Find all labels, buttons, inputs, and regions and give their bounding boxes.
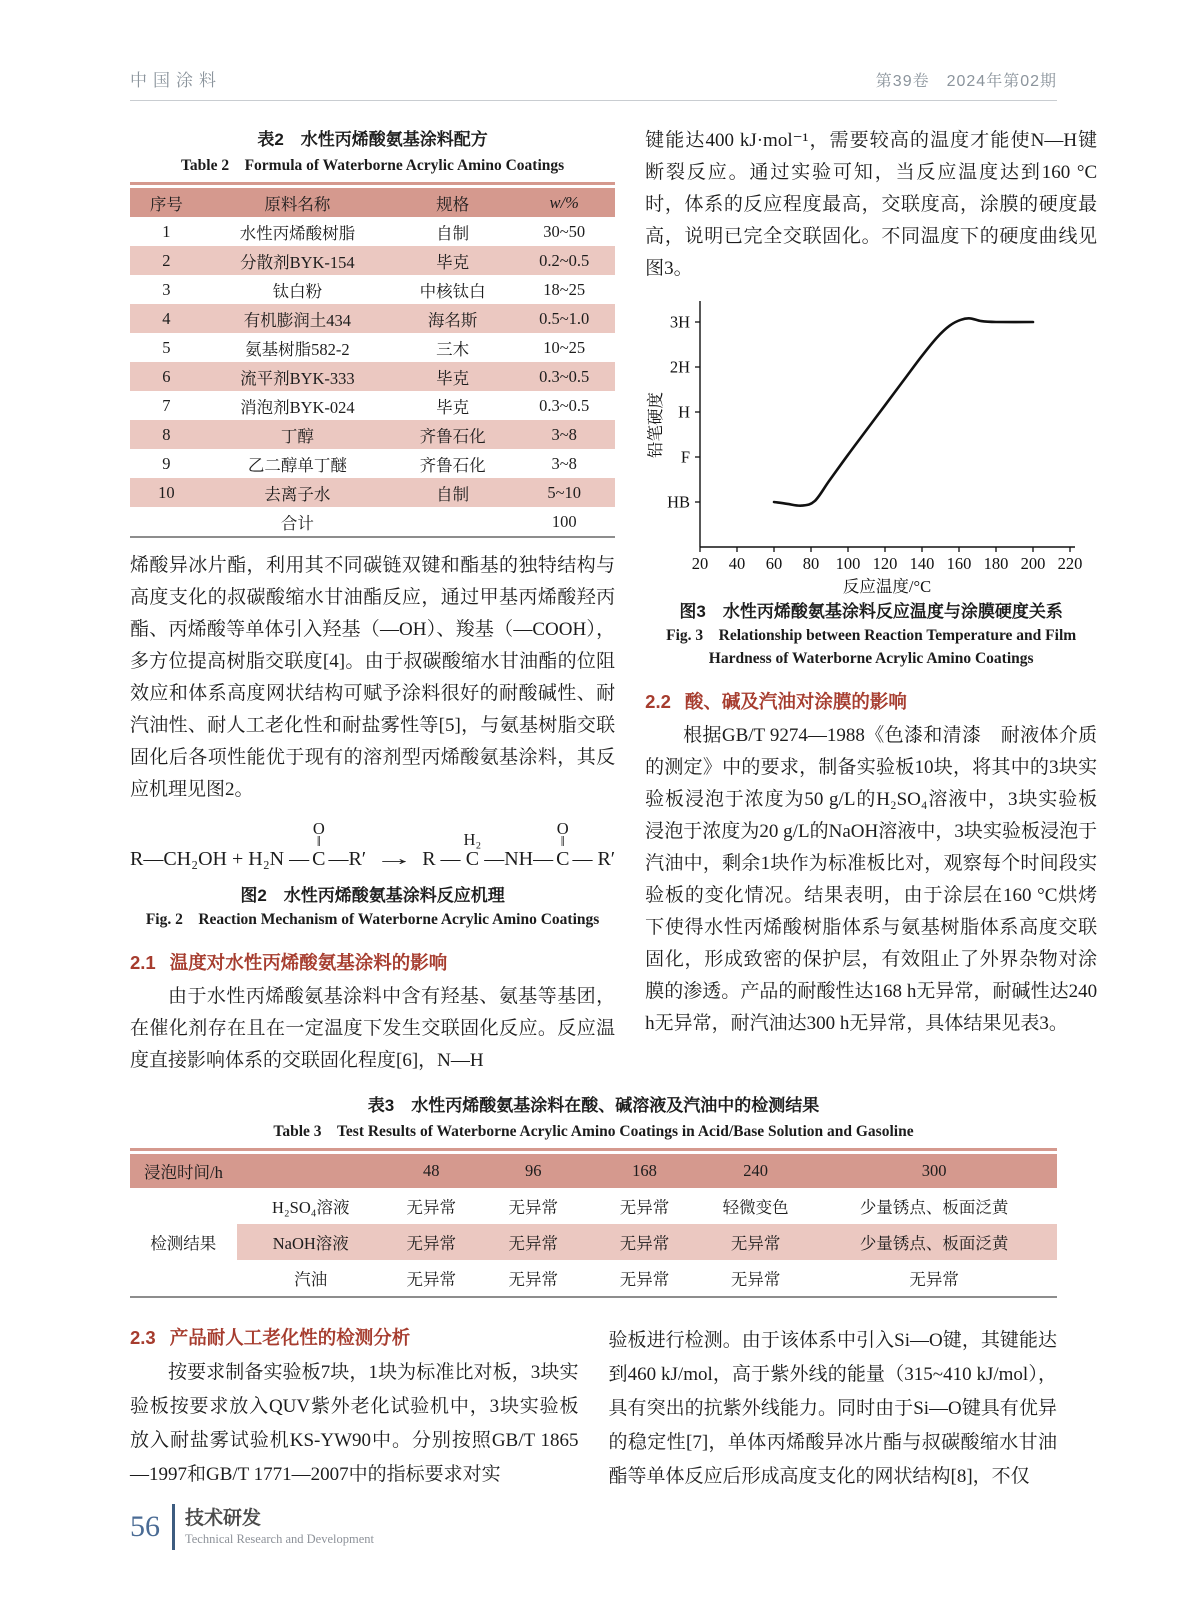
chart-y-ticks [667, 313, 700, 512]
table-cell: 1 [162, 221, 171, 241]
chem-atom: C [312, 848, 326, 870]
table-cell: 毕克 [436, 397, 470, 417]
table-cell: 30~50 [543, 221, 586, 241]
table-row [130, 1224, 1057, 1260]
x-tick-label: 200 [1020, 554, 1046, 573]
table-cell: 乙二醇单丁醚 [247, 455, 347, 475]
table2-topline [130, 182, 615, 185]
table-cell: 18~25 [543, 279, 586, 299]
table-cell: 无异常 [406, 1198, 456, 1217]
x-tick-label: 40 [728, 554, 746, 573]
table-cell: 4 [162, 308, 171, 328]
table-row [130, 478, 615, 507]
formula-table-body [130, 217, 615, 537]
table-cell: 10~25 [543, 337, 586, 357]
table-header-cell: 规格 [436, 194, 470, 214]
table2-title-en: Table 2 Formula of Waterborne Acrylic Amino Coatings [180, 157, 565, 174]
table-cell: 6 [162, 366, 171, 386]
x-tick-label: 140 [909, 554, 935, 573]
chem-bond: ‖ [316, 834, 321, 850]
table-cell: 0.5~1.0 [539, 308, 590, 328]
table-cell: 10 [158, 482, 175, 502]
table-cell: 氨基树脂582-2 [245, 339, 350, 359]
reaction-equation [130, 820, 615, 871]
table-cell: 无异常 [909, 1270, 959, 1289]
x-tick-label: 160 [946, 554, 972, 573]
bottom-right-column [609, 1310, 1058, 1494]
table-cell: 丁醇 [280, 426, 314, 446]
chart-x-ticks [692, 547, 1083, 573]
table-cell: 100 [551, 511, 577, 531]
paragraph-2-3: 按要求制备实验板7块，1块为标准比对板，3块实验板按要求放入QUV紫外老化试验机中，3块实验板放入耐盐雾试验机KS-YW90中。分别按照GB/T 1865—1997和GB/T 1771—2007中的指标要求对实 [130, 1362, 579, 1485]
paragraph-2-1: 由于水性丙烯酸氨基涂料中含有羟基、氨基等基团，在催化剂存在且在一定温度下发生交联固化反应。反应温度直接影响体系的交联固化程度[6]，N—H [130, 986, 616, 1071]
table-header-cell: 浸泡时间/h [144, 1163, 223, 1182]
reaction-arrow-icon: → [374, 848, 415, 870]
x-tick-label: 220 [1057, 554, 1083, 573]
table-cell: 自制 [436, 223, 470, 243]
table-cell: 水性丙烯酸树脂 [239, 223, 356, 243]
table-cell: 3~8 [551, 453, 577, 473]
paragraph-2-2: 根据GB/T 9274—1988《色漆和清漆 耐液体介质的测定》中的要求，制备实验板10块，将其中的3块实验板浸泡于浓度为50 g/L的H₂SO₄溶液中，3块实验板浸泡于浓度为20 g/L的NaOH溶液中，3块实验板浸泡于汽油中，剩余1块作为标准板比对，观察每个时间段实验板的变化情况。结果表明，由于涂层在160 °C烘烤下使得水性丙烯酸树脂体系与氨基树脂体系高度交联固化，形成致密的保护层，有效阻止了外界杂物对涂膜的渗透。产品的耐酸性达168 h无异常，耐碱性达240 h无异常，耐汽油达300 h无异常，具体结果见表3。 [645, 725, 1098, 1034]
bottom-columns [130, 1310, 1057, 1494]
table-cell: 去离子水 [264, 484, 331, 504]
chart-y-axis-label: 铅笔硬度 [646, 392, 666, 458]
table3-title-en: Table 3 Test Results of Waterborne Acrylic Amino Coatings in Acid/Base Solution and Gasoline [273, 1123, 914, 1140]
table-row [130, 304, 615, 333]
table-cell: 毕克 [436, 252, 470, 272]
table-cell: 中核钛白 [419, 281, 486, 301]
table-cell: 2 [162, 250, 171, 270]
chem-group [556, 820, 569, 871]
table-cell: 3~8 [551, 424, 577, 444]
table-header-cell: 168 [632, 1161, 657, 1180]
table-total-row [130, 507, 615, 537]
table-cell: 海名斯 [427, 310, 478, 330]
medium-cell: NaOH溶液 [237, 1224, 385, 1260]
table-cell: 8 [162, 424, 171, 444]
right-column [645, 125, 1097, 1077]
formula-table-header-row [130, 188, 615, 217]
table-header-cell: 300 [921, 1161, 947, 1180]
row-group-label: 检测结果 [130, 1188, 237, 1297]
figure2 [130, 820, 615, 931]
y-tick-label: F [680, 447, 691, 467]
y-tick-label: HB [667, 492, 691, 512]
bottom-left-column [130, 1310, 579, 1494]
table-cell: 无异常 [478, 1224, 589, 1260]
table-row [130, 449, 615, 478]
table-row [130, 217, 615, 246]
table-cell: 3 [162, 279, 171, 299]
table-cell: 少量锈点、板面泛黄 [859, 1198, 1009, 1217]
y-tick-label: 3H [669, 312, 691, 332]
figure3 [645, 295, 1097, 670]
main-columns [130, 125, 1098, 1077]
paragraph-left-continuation: 烯酸异冰片酯，利用其不同碳链双键和酯基的独特结构与高度支化的叔碳酸缩水甘油酯反应，通过甲基丙烯酸羟丙酯、丙烯酸等单体引入羟基（—OH）、羧基（—COOH），多方位提高树脂交联度[4]。由于叔碳酸缩水甘油酯的位阻效应和体系高度网状结构可赋予涂料很好的耐酸碱性、耐汽油性、耐人工老化性和耐盐雾性等[5]，与氨基树脂交联固化后各项性能优于现有的溶剂型丙烯酸氨基涂料，其反应机理见图2。 [130, 555, 616, 800]
table-cell: 齐鲁石化 [419, 426, 486, 446]
section-2-2-heading: 2.2 酸、碱及汽油对涂膜的影响 [645, 691, 907, 712]
section-2-3-heading: 2.3 产品耐人工老化性的检测分析 [130, 1327, 411, 1348]
table-cell: 分散剂BYK-154 [240, 252, 355, 272]
formula-table [130, 188, 615, 538]
table-cell: 合计 [280, 513, 314, 533]
table-cell: 5~10 [547, 482, 582, 502]
chem-group [312, 820, 325, 871]
table-cell: 5 [162, 337, 171, 357]
y-tick-label: H [678, 402, 691, 422]
results-table [130, 1154, 1057, 1298]
table-cell: 消泡剂BYK-024 [240, 397, 355, 417]
table-row [130, 246, 615, 275]
hardness-curve [774, 318, 1033, 505]
equation-text: R—CH₂OH + H₂N — [130, 848, 310, 870]
section-2-1-heading: 2.1 温度对水性丙烯酸氨基涂料的影响 [130, 952, 448, 973]
journal-name: 中国涂料 [130, 71, 222, 90]
chem-atom: C [556, 848, 570, 870]
y-tick-label: 2H [669, 357, 691, 377]
chem-bond: ‖ [560, 834, 565, 850]
table-cell: 9 [162, 453, 171, 473]
page-header [130, 66, 1057, 101]
equation-text: — R′ [572, 848, 616, 870]
chem-substituent: H₂ [463, 830, 482, 849]
table-cell: 轻微变色 [722, 1198, 789, 1217]
figure2-caption-en: Fig. 2 Reaction Mechanism of Waterborne Acrylic Amino Coatings [145, 911, 600, 928]
table-cell: 0.3~0.5 [539, 395, 590, 415]
left-column [130, 125, 615, 1077]
paragraph-right-bottom: 验板进行检测。由于该体系中引入Si—O键，其键能达到460 kJ/mol，高于紫外线的能量（315~410 kJ/mol），具有突出的抗紫外线能力。同时由于Si—O键具有优异的稳定性[7]，单体丙烯酸异冰片酯与叔碳酸缩水甘油酯等单体反应后形成高度支化的网状结构[8]，不仅 [608, 1330, 1057, 1487]
page-number: 56 [130, 1510, 160, 1543]
x-tick-label: 180 [983, 554, 1009, 573]
chem-group [464, 831, 482, 871]
chart-axes [700, 301, 1075, 547]
chem-substituent: O [556, 819, 569, 838]
x-tick-label: 60 [765, 554, 783, 573]
figure3-caption-en: Fig. 3 Relationship between Reaction Temperature and Film Hardness of Waterborne Acrylic Amino Coatings [666, 627, 1077, 667]
table-cell: 钛白粉 [272, 281, 323, 301]
equation-text: R — [422, 848, 461, 870]
table-cell: 无异常 [700, 1224, 811, 1260]
table-cell: 有机膨润土434 [243, 310, 351, 330]
table-cell: 毕克 [436, 368, 470, 388]
table-header-cell: 240 [743, 1161, 769, 1180]
chem-substituent: O [312, 819, 325, 838]
table-cell: 少量锈点、板面泛黄 [811, 1224, 1057, 1260]
medium-cell: 汽油 [294, 1270, 328, 1289]
page-footer [130, 1504, 374, 1550]
table-cell: 流平剂BYK-333 [240, 368, 355, 388]
table-cell: 0.2~0.5 [539, 250, 590, 270]
x-tick-label: 100 [835, 554, 861, 573]
table3-block [130, 1091, 1057, 1298]
table-cell: 三木 [436, 339, 470, 359]
figure3-caption-cn: 图3 水性丙烯酸氨基涂料反应温度与涂膜硬度关系 [679, 602, 1063, 621]
paragraph-right-top: 键能达400 kJ·mol⁻¹，需要较高的温度才能使N—H键断裂反应。通过实验可知，当反应温度达到160 °C时，体系的反应程度最高，交联度高，涂膜的硬度最高，说明已完全交联固化。不同温度下的硬度曲线见图3。 [645, 130, 1098, 279]
table-row [130, 1260, 1057, 1297]
table-header-cell: 96 [524, 1161, 542, 1180]
table-header-cell: w/% [549, 192, 579, 212]
table-cell [392, 507, 513, 537]
hardness-chart [645, 295, 1097, 595]
table-cell: 齐鲁石化 [419, 455, 486, 475]
table-row [130, 275, 615, 304]
medium-cell: H₂SO₄溶液 [271, 1198, 350, 1217]
table-cell: 无异常 [385, 1224, 478, 1260]
x-tick-label: 80 [802, 554, 820, 573]
table-cell: 无异常 [619, 1198, 670, 1217]
results-table-body [130, 1188, 1057, 1297]
table-cell: 无异常 [508, 1270, 558, 1289]
footer-section-cn: 技术研发 [185, 1507, 262, 1529]
table-header-cell: 原料名称 [264, 194, 331, 214]
table-row [130, 1188, 1057, 1224]
results-table-header-row [130, 1154, 1057, 1188]
table-cell: 无异常 [589, 1224, 700, 1260]
equation-text: —R′ [328, 848, 367, 870]
chem-atom: C [465, 848, 480, 870]
table-cell: 自制 [436, 484, 470, 504]
equation-text: —NH— [484, 848, 554, 870]
table-cell: 0.3~0.5 [539, 366, 590, 386]
footer-divider [172, 1504, 175, 1550]
table3-topline [130, 1148, 1057, 1151]
chart-x-axis-label: 反应温度/°C [843, 577, 932, 595]
figure2-caption-cn: 图2 水性丙烯酸氨基涂料反应机理 [240, 886, 505, 905]
table-cell: 7 [162, 395, 171, 415]
table-row [130, 333, 615, 362]
x-tick-label: 20 [691, 554, 709, 573]
footer-section-en: Technical Research and Development [185, 1531, 374, 1546]
table-row [130, 391, 615, 420]
table-row [130, 420, 615, 449]
table3-title-cn: 表3 水性丙烯酸氨基涂料在酸、碱溶液及汽油中的检测结果 [367, 1096, 820, 1115]
table-header-cell: 48 [423, 1161, 440, 1180]
table-row [130, 362, 615, 391]
table-cell: 无异常 [730, 1270, 781, 1289]
x-tick-label: 120 [872, 554, 898, 573]
table-cell: 无异常 [406, 1270, 456, 1289]
issue-info: 第39卷 2024年第02期 [875, 73, 1057, 90]
table-cell: 无异常 [619, 1270, 670, 1289]
table2-title-cn: 表2 水性丙烯酸氨基涂料配方 [257, 130, 488, 149]
table-cell: 无异常 [508, 1198, 558, 1217]
table-header-cell: 序号 [149, 194, 183, 214]
table-cell [130, 507, 203, 537]
